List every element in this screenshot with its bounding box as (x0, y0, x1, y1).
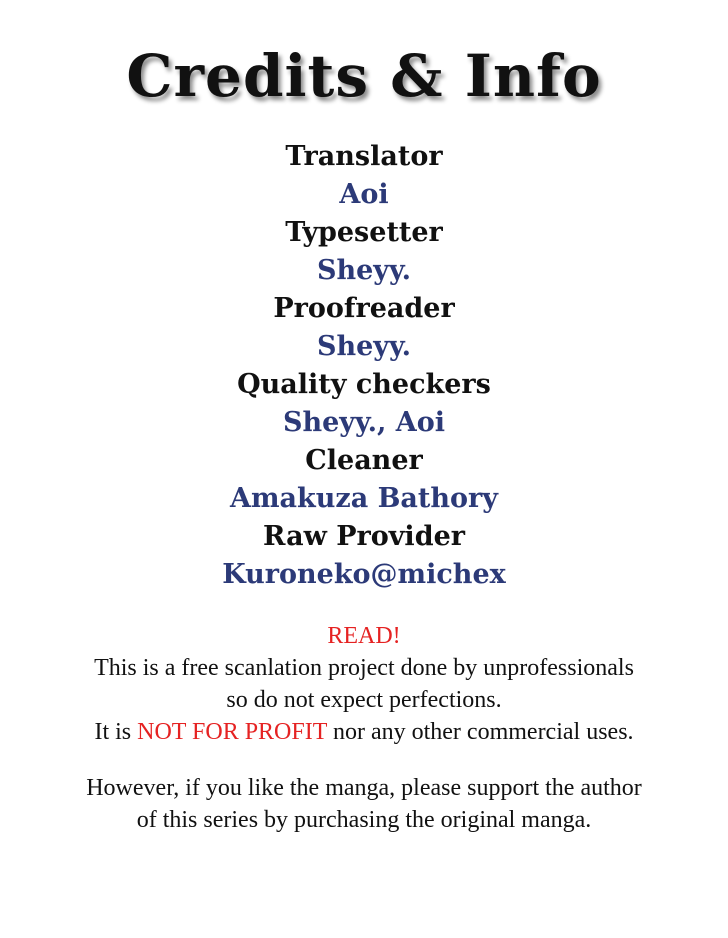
disclaimer-notice (0, 620, 728, 836)
notice-spacer (0, 748, 728, 772)
notice-heading: READ! (327, 623, 401, 649)
notice-line-2: so do not expect perfections. (226, 687, 502, 713)
notice-line-5: of this series by purchasing the original manga. (136, 807, 592, 833)
credit-role-typesetter: Typesetter (285, 217, 443, 248)
notice-line-3-prefix: It is (94, 719, 138, 745)
credit-role-translator: Translator (285, 141, 443, 172)
credit-role-quality-checkers: Quality checkers (237, 369, 491, 400)
credit-name-quality-checkers: Sheyy., Aoi (283, 407, 445, 438)
not-for-profit-highlight: NOT FOR PROFIT (137, 719, 327, 745)
credit-name-translator: Aoi (339, 179, 389, 210)
credit-name-cleaner: Amakuza Bathory (230, 483, 498, 514)
credits-list (0, 138, 728, 594)
notice-line-4: However, if you like the manga, please support the author (86, 775, 642, 801)
credit-role-proofreader: Proofreader (273, 293, 455, 324)
notice-line-1: This is a free scanlation project done by unprofessionals (94, 655, 634, 681)
notice-line-3-suffix: nor any other commercial uses. (326, 719, 634, 745)
credit-name-raw-provider: Kuroneko@michex (222, 559, 506, 590)
credit-name-proofreader: Sheyy. (317, 331, 411, 362)
page-title: Credits & Info (126, 42, 602, 110)
credit-role-cleaner: Cleaner (305, 445, 423, 476)
credit-name-typesetter: Sheyy. (317, 255, 411, 286)
notice-line-3 (0, 716, 728, 748)
credit-role-raw-provider: Raw Provider (263, 521, 465, 552)
